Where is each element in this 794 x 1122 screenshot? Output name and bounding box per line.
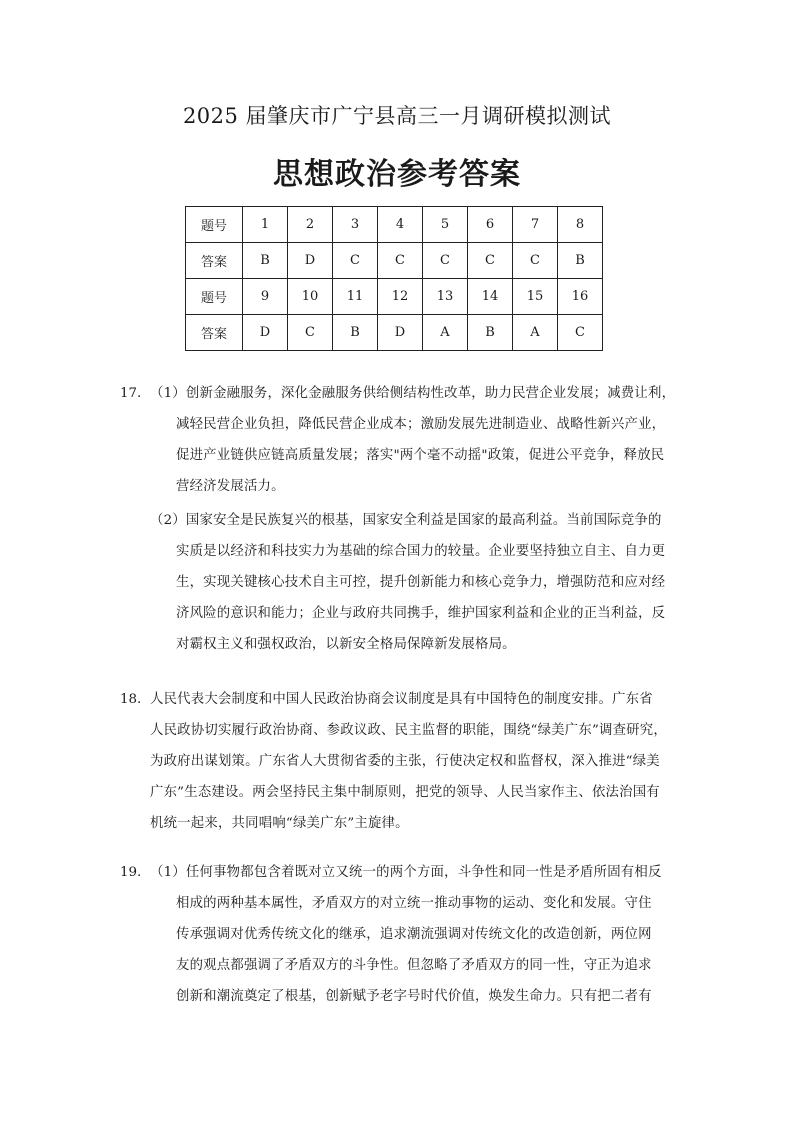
answer-line: 友的观点都强调了矛盾双方的斗争性。但忽略了矛盾双方的同一性，守正为追求 xyxy=(176,958,652,973)
table-cell: C xyxy=(378,243,423,279)
answer-line: 实质是以经济和科技实力为基础的综合国力的较量。企业要坚持独立自主、自力更 xyxy=(176,544,666,559)
table-cell: D xyxy=(243,315,288,351)
answer-line: 人民代表大会制度和中国人民政治协商会议制度是具有中国特色的制度安排。广东省 xyxy=(150,692,653,707)
answer-line: 济风险的意识和能力；企业与政府共同携手，维护国家利益和企业的正当利益，反 xyxy=(176,606,666,621)
answer-line: 人民政协切实履行政治协商、参政议政、民主监督的职能，围绕“绿美广东”调查研究， xyxy=(150,723,667,738)
table-cell: D xyxy=(288,243,333,279)
table-cell: D xyxy=(378,315,423,351)
answer-line: 创新和潮流奠定了根基，创新赋予老字号时代价值，焕发生命力。只有把二者有 xyxy=(176,989,652,1004)
answer-line: 相成的两种基本属性，矛盾双方的对立统一推动事物的运动、变化和发展。守住 xyxy=(176,896,652,911)
answer-line: 为政府出谋划策。广东省人大贯彻省委的主张，行使决定权和监督权，深入推进“绿美 xyxy=(150,754,660,769)
answer-line: 对霸权主义和强权政治，以新安全格局保障新发展格局。 xyxy=(176,637,516,652)
table-cell: 6 xyxy=(468,207,513,243)
table-cell: A xyxy=(513,315,558,351)
table-cell: 7 xyxy=(513,207,558,243)
answer-line: 机统一起来，共同唱响“绿美广东”主旋律。 xyxy=(150,816,409,831)
table-cell: B xyxy=(243,243,288,279)
table-cell: 9 xyxy=(243,279,288,315)
table-cell: 4 xyxy=(378,207,423,243)
table-cell: C xyxy=(558,315,603,351)
answer-line: 生，实现关键核心技术自主可控，提升创新能力和核心竞争力，增强防范和应对经 xyxy=(176,575,666,590)
answer-line: 传承强调对优秀传统文化的继承，追求潮流强调对传统文化的改造创新，两位网 xyxy=(176,927,652,942)
row-label: 题号 xyxy=(186,279,243,315)
table-row xyxy=(186,243,603,279)
table-cell: 5 xyxy=(423,207,468,243)
table-cell: C xyxy=(333,243,378,279)
table-cell: C xyxy=(513,243,558,279)
answer-line: 广东”生态建设。两会坚持民主集中制原则，把党的领导、人民当家作主、依法治国有 xyxy=(150,785,660,800)
table-cell: C xyxy=(468,243,513,279)
answer-line: （2）国家安全是民族复兴的根基，国家安全利益是国家的最高利益。当前国际竞争的 xyxy=(150,513,662,528)
table-cell: B xyxy=(333,315,378,351)
table-row xyxy=(186,207,603,243)
table-cell: 15 xyxy=(513,279,558,315)
table-row xyxy=(186,315,603,351)
table-cell: 13 xyxy=(423,279,468,315)
answer-line: 营经济发展活力。 xyxy=(176,479,285,494)
answer-table xyxy=(185,206,603,351)
table-cell: 10 xyxy=(288,279,333,315)
table-cell: B xyxy=(468,315,513,351)
row-label: 答案 xyxy=(186,315,243,351)
row-label: 题号 xyxy=(186,207,243,243)
answer-key-title: 思想政治参考答案 xyxy=(273,157,521,192)
answer-line: 减轻民营企业负担，降低民营企业成本；激励发展先进制造业、战略性新兴产业， xyxy=(176,417,666,432)
table-cell: 8 xyxy=(558,207,603,243)
table-cell: C xyxy=(423,243,468,279)
question-number: 18. xyxy=(120,692,142,707)
table-cell: 12 xyxy=(378,279,423,315)
exam-title: 2025 届肇庆市广宁县高三一月调研模拟测试 xyxy=(182,104,612,128)
table-row xyxy=(186,279,603,315)
table-cell: C xyxy=(288,315,333,351)
table-cell: B xyxy=(558,243,603,279)
answer-line: 促进产业链供应链高质量发展；落实"两个毫不动摇"政策，促进公平竞争，释放民 xyxy=(176,448,665,463)
question-number: 17. xyxy=(120,386,142,401)
answer-line: （1）创新金融服务，深化金融服务供给侧结构性改革，助力民营企业发展；减费让利， xyxy=(150,386,676,401)
table-cell: 2 xyxy=(288,207,333,243)
table-cell: 3 xyxy=(333,207,378,243)
table-cell: A xyxy=(423,315,468,351)
table-cell: 14 xyxy=(468,279,513,315)
answer-line: （1）任何事物都包含着既对立又统一的两个方面，斗争性和同一性是矛盾所固有相反 xyxy=(150,865,662,880)
table-cell: 11 xyxy=(333,279,378,315)
table-cell: 1 xyxy=(243,207,288,243)
table-cell: 16 xyxy=(558,279,603,315)
row-label: 答案 xyxy=(186,243,243,279)
question-number: 19. xyxy=(120,865,142,880)
